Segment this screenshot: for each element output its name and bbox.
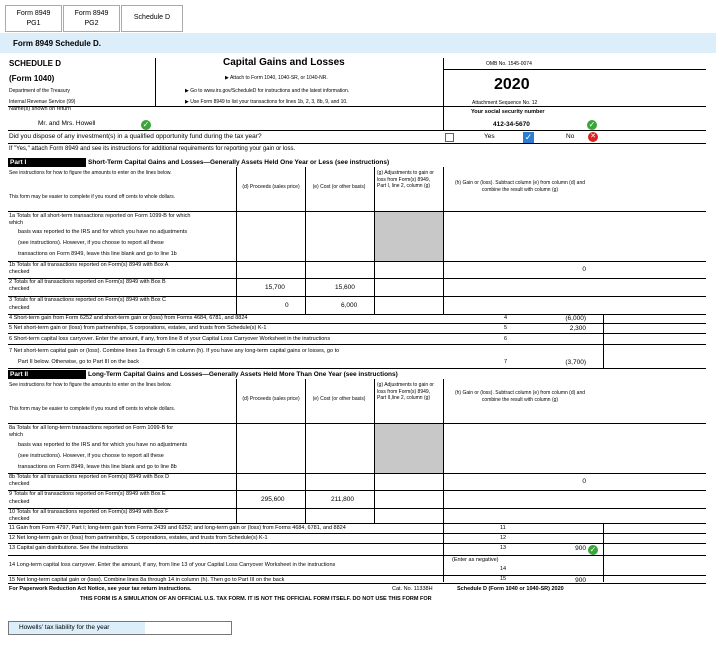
form-title: Form 8949 Schedule D. bbox=[13, 39, 102, 48]
line-4: 4 Short-term gain from Form 6252 and short-term gain or (loss) from Forms 4684, 6781, and 8824 bbox=[9, 315, 248, 321]
instructions-2: This form may be easier to complete if you round off cents to whole dollars. bbox=[9, 194, 176, 200]
line-9-proceeds[interactable]: 295,600 bbox=[261, 496, 285, 503]
line-number: 13 bbox=[500, 545, 507, 551]
line-5: 5 Net short-term gain or (loss) from partnerships, S corporations, estates, and trusts from Schedule(s) K-1 bbox=[9, 325, 267, 331]
line-10: checked bbox=[9, 516, 30, 522]
col-e-header: (e) Cost (or other basis) bbox=[312, 184, 366, 190]
part2-title: Long-Term Capital Gains and Losses—Generally Assets Held More Than One Year (see instructions) bbox=[86, 370, 706, 379]
line-1a-which: which bbox=[9, 220, 24, 226]
line-2: 2 Totals for all transactions reported on Form(s) 8949 with Box B bbox=[9, 279, 166, 285]
line-13-gain[interactable]: 900 bbox=[575, 545, 586, 552]
line-9: checked bbox=[9, 499, 30, 505]
qof-question: Did you dispose of any investment(s) in a qualified opportunity fund during the tax year? bbox=[9, 133, 262, 140]
line-5-gain[interactable]: 2,300 bbox=[569, 325, 586, 332]
disclaimer: THIS FORM IS A SIMULATION OF AN OFFICIAL U.S. TAX FORM. IT IS NOT THE OFFICIAL FORM ITSELF. DO NOT USE THIS FORM FOR bbox=[80, 596, 432, 601]
col-d-header: (d) Proceeds (sales price) bbox=[242, 184, 300, 190]
line-number: 5 bbox=[504, 325, 508, 331]
line-3-proceeds[interactable]: 0 bbox=[285, 302, 289, 309]
line-1a: 1a Totals for all short-term transactions reported on Form 1099-B for which bbox=[9, 213, 191, 219]
line-7: Part II below. Otherwise, go to Part III on the back bbox=[18, 359, 140, 365]
line-number: 4 bbox=[504, 315, 508, 321]
schedule-label: SCHEDULE D bbox=[9, 59, 62, 68]
enter-negative-note: (Enter as negative) bbox=[452, 557, 499, 563]
line-1a: basis was reported to the IRS and for which you have no adjustments bbox=[18, 229, 188, 235]
line-14: 14 Long-term capital loss carryover. Enter the amount, if any, from line 13 of your Capital Loss Carryover Worksheet in the instructions bbox=[9, 562, 336, 568]
check-icon: ✓ bbox=[142, 120, 150, 129]
col-g-header: (g) Adjustments to gain or loss from Form(s) 8949, Part I, line 2, column (g) bbox=[377, 170, 434, 189]
no-label: No bbox=[566, 133, 575, 140]
no-checkbox[interactable]: ✓ bbox=[524, 132, 533, 142]
line-15-gain[interactable]: 900 bbox=[575, 577, 586, 584]
sequence-number: Attachment Sequence No. 12 bbox=[472, 100, 538, 106]
line-3: checked bbox=[9, 305, 30, 311]
line-number: 6 bbox=[504, 336, 508, 342]
part1-label: Part I bbox=[10, 159, 27, 166]
tab-form8949-pg1[interactable] bbox=[5, 5, 62, 32]
form-label: (Form 1040) bbox=[9, 74, 55, 83]
tax-liability-label: Howells' tax liability for the year bbox=[9, 622, 145, 634]
line-8a: transactions on Form 8949, leave this line blank and go to line 8b bbox=[18, 464, 177, 470]
line-11: 11 Gain from Form 4797, Part I; long-term gain from Forms 2439 and 6252; and long-term gain or (loss) from Forms 4684, 6781, and 8824 bbox=[9, 525, 346, 531]
line-number: 15 bbox=[500, 576, 507, 582]
names-value: Mr. and Mrs. Howell bbox=[38, 120, 96, 127]
error-icon: ✕ bbox=[588, 132, 598, 142]
tax-year: 2020 bbox=[494, 76, 530, 93]
line-12: 12 Net long-term gain or (loss) from partnerships, S corporations, estates, and trusts from Schedule(s) K-1 bbox=[9, 535, 268, 541]
form-footer-title: Schedule D (Form 1040 or 1040-SR) 2020 bbox=[457, 586, 564, 592]
tax-liability-field[interactable] bbox=[8, 621, 232, 635]
form-title-bar bbox=[0, 33, 716, 53]
line-7-gain[interactable]: (3,700) bbox=[565, 359, 586, 366]
check-icon: ✓ bbox=[589, 545, 597, 554]
line-number: 11 bbox=[500, 525, 506, 531]
line-8b: checked bbox=[9, 481, 30, 487]
yes-checkbox[interactable] bbox=[445, 133, 454, 142]
page-title: Capital Gains and Losses bbox=[223, 57, 345, 68]
line-8a: basis was reported to the IRS and for which you have no adjustments bbox=[18, 442, 188, 448]
use-note: ▶ Use Form 8949 to list your transactions for lines 1b, 2, 3, 8b, 9, and 10. bbox=[185, 99, 348, 105]
tab-label: Schedule D bbox=[133, 14, 171, 21]
line-15: 15 Net long-term capital gain or (loss). Combine lines 8a through 14 in column (h). Then go to Part III on the back bbox=[9, 577, 285, 583]
line-1b: 1b Totals for all transactions reported on Form(s) 8949 with Box A bbox=[9, 262, 169, 268]
tab-label: Form 8949 PG2 bbox=[74, 10, 109, 27]
line-1b: checked bbox=[9, 269, 30, 275]
line-4-gain[interactable]: (6,000) bbox=[565, 315, 586, 322]
line-1a: (see instructions). However, if you choose to report all these bbox=[18, 240, 164, 246]
ssn-label: Your social security number bbox=[471, 109, 545, 115]
shaded-cell bbox=[375, 424, 443, 473]
line-8b-gain[interactable]: 0 bbox=[582, 478, 586, 485]
part2-header bbox=[8, 370, 706, 379]
line-8a: which bbox=[9, 432, 24, 438]
instructions-1: See instructions for how to figure the amounts to enter on the lines below. bbox=[9, 170, 172, 176]
ssn-value: 412-34-5670 bbox=[493, 121, 530, 128]
line-3-cost[interactable]: 6,000 bbox=[341, 302, 358, 309]
col-g-header: (g) Adjustments to gain or loss from Form(s) 8949, Part II,line 2, column (g) bbox=[377, 382, 434, 401]
line-8a: (see instructions). However, if you choose to report all these bbox=[18, 453, 164, 459]
line-number: 14 bbox=[500, 566, 507, 572]
col-h-header: (h) Gain or (loss). Subtract column (e) from column (d) and combine the result with column (g) bbox=[454, 390, 586, 403]
col-h-header: (h) Gain or (loss). Subtract column (e) from column (d) and combine the result with column (g) bbox=[454, 180, 586, 193]
instructions-2: This form may be easier to complete if you round off cents to whole dollars. bbox=[9, 406, 176, 412]
if-yes-note: If "Yes," attach Form 8949 and see its instructions for additional requirements for reporting your gain or loss. bbox=[9, 146, 296, 152]
shaded-cell bbox=[375, 212, 443, 261]
line-2: checked bbox=[9, 286, 30, 292]
line-1b-gain[interactable]: 0 bbox=[582, 266, 586, 273]
line-7: 7 Net short-term capital gain or (loss). Combine lines 1a through 6 in column (h). If you have any long-term capital gains or losses, go to bbox=[9, 348, 340, 354]
tab-label: Form 8949 PG1 bbox=[16, 10, 51, 27]
line-13: 13 Capital gain distributions. See the instructions bbox=[9, 545, 128, 551]
line-9: 9 Totals for all transactions reported on Form(s) 8949 with Box E bbox=[9, 491, 166, 497]
catalog-number: Cat. No. 11338H bbox=[392, 586, 433, 592]
irs-label: Internal Revenue Service (99) bbox=[9, 99, 76, 105]
attach-note: ▶ Attach to Form 1040, 1040-SR, or 1040-NR. bbox=[225, 75, 328, 81]
line-3: 3 Totals for all transactions reported on Form(s) 8949 with Box C bbox=[9, 297, 167, 303]
part1-title: Short-Term Capital Gains and Losses—Generally Assets Held One Year or Less (see instructions) bbox=[86, 158, 706, 167]
line-6: 6 Short-term capital loss carryover. Enter the amount, if any, from line 8 of your Capital Loss Carryover Worksheet in the instructions bbox=[9, 336, 331, 342]
col-e-header: (e) Cost (or other basis) bbox=[312, 396, 366, 402]
line-9-cost[interactable]: 211,800 bbox=[331, 496, 355, 503]
tab-schedule-d[interactable] bbox=[121, 5, 183, 32]
part2-label: Part II bbox=[10, 371, 29, 378]
line-1a: transactions on Form 8949, leave this line blank and go to line 1b bbox=[18, 251, 177, 257]
col-d-header: (d) Proceeds (sales price) bbox=[242, 396, 300, 402]
line-number: 7 bbox=[504, 359, 508, 365]
line-10: 10 Totals for all transactions reported on Form(s) 8949 with Box F bbox=[9, 509, 169, 515]
names-label: Name(s) shown on return bbox=[9, 106, 72, 112]
yes-label: Yes bbox=[484, 133, 495, 140]
line-2-proceeds[interactable]: 15,700 bbox=[265, 284, 285, 291]
line-2-cost[interactable]: 15,600 bbox=[335, 284, 355, 291]
paperwork-notice: For Paperwork Reduction Act Notice, see your tax return instructions. bbox=[9, 586, 192, 592]
instructions-1: See instructions for how to figure the amounts to enter on the lines below. bbox=[9, 382, 172, 388]
goto-note: ▶ Go to www.irs.gov/ScheduleD for instructions and the latest information. bbox=[185, 88, 350, 94]
check-icon: ✓ bbox=[588, 120, 596, 129]
tab-form8949-pg2[interactable] bbox=[63, 5, 120, 32]
line-number: 12 bbox=[500, 535, 507, 541]
line-8b: 8b Totals for all transactions reported on Form(s) 8949 with Box D bbox=[9, 474, 170, 480]
part1-header bbox=[8, 158, 706, 167]
line-8a: 8a Totals for all long-term transactions reported on Form 1099-B for bbox=[9, 425, 174, 431]
omb-number: OMB No. 1545-0074 bbox=[486, 61, 532, 67]
dept-label: Department of the Treasury bbox=[9, 88, 70, 94]
